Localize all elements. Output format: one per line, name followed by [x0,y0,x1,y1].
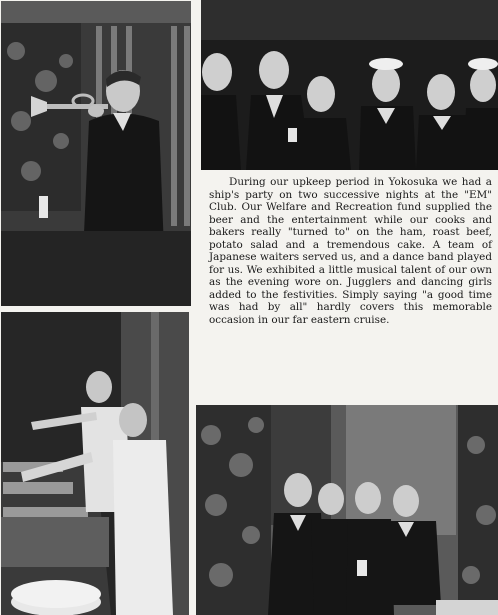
photo-buffet-line [1,312,189,615]
photo-four-sailors [196,405,498,615]
photo-trumpet-player [1,1,191,306]
caption-text: During our upkeep period in Yokosuka we had a ship's party on two successive nights at the "EM" Club. Our Welfare and Recreation fund supplied the beer and the entertainment while our cooks and bakers really "turned to" on the ham, roast beef, potato salad and a tremendous cake. A team of Japanese waiters served us, and a dance band played for us. We exhibited a little musical talent of our own as the evening wore on. Jugglers and dancing girls added to the festivities. Simply saying "a good time was had by all" hardly covers this memorable occasion in our far eastern cruise. [209,176,492,326]
photo-sailors-group [201,0,498,170]
